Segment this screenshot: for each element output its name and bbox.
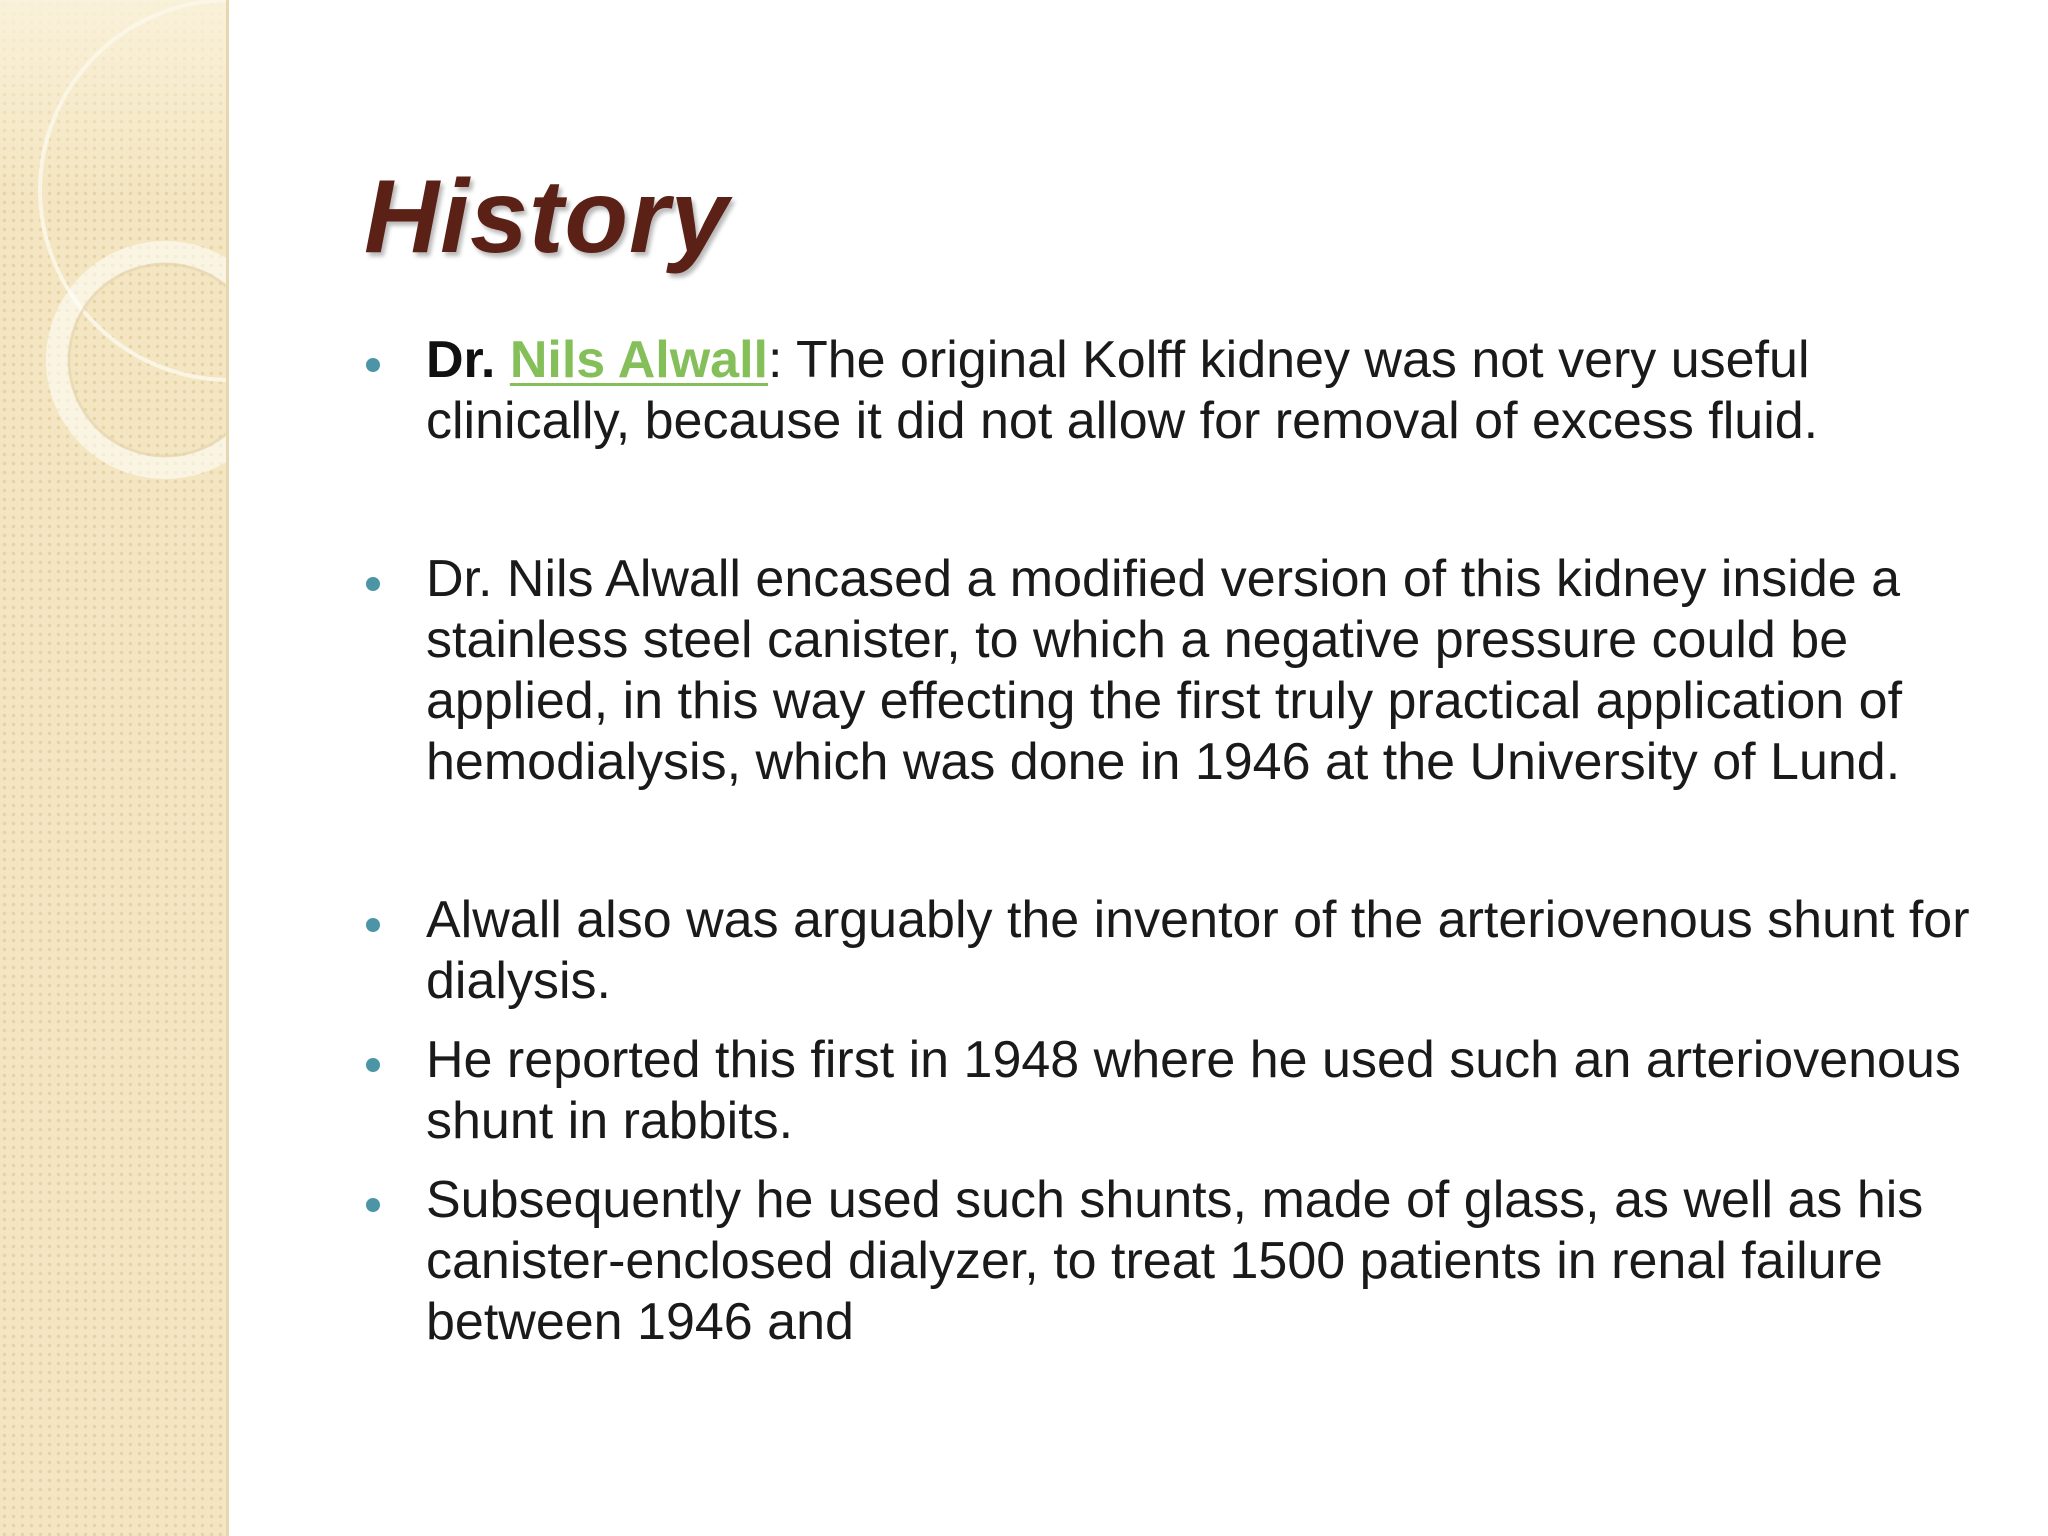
bullet-text: Subsequently he used such shunts, made of glass, as well as his canister-enclosed dialyzer, to treat 1500 patients in renal failure between 1946 and: [426, 1171, 1924, 1351]
bullet-item: [364, 549, 2004, 793]
bullet-item: [364, 330, 2004, 452]
bullet-dot-icon: [366, 918, 380, 932]
nils-alwall-link[interactable]: Nils Alwall: [509, 331, 768, 389]
bullet-dot-icon: [366, 577, 380, 591]
bullet-text: Alwall also was arguably the inventor of the arteriovenous shunt for dialysis.: [426, 891, 1970, 1010]
bullet-text: He reported this first in 1948 where he used such an arteriovenous shunt in rabbits.: [426, 1031, 1961, 1150]
bullet-text: Dr. Nils Alwall encased a modified version of this kidney inside a stainless steel canister, to which a negative pressure could be applied, in this way effecting the first truly practical application of hemodialysis, which was done in 1946 at the University of Lund.: [426, 550, 1903, 791]
bullet-item: [364, 1030, 2004, 1152]
slide-title: History: [364, 159, 730, 275]
bullet-dot-icon: [366, 358, 380, 372]
bullet-dot-icon: [366, 1198, 380, 1212]
decorative-rings-graphic: [0, 0, 226, 520]
bullet-item: [364, 890, 2004, 1012]
bullet-item: [364, 1170, 2004, 1353]
bullet-prefix: Dr.: [426, 331, 510, 389]
decorative-side-panel: [0, 0, 229, 1536]
bullet-text: : The original Kolff kidney was not very useful clinically, because it did not allow for removal of excess fluid.: [426, 331, 1819, 450]
bullet-dot-icon: [366, 1058, 380, 1072]
bullet-list: [364, 330, 2004, 1353]
